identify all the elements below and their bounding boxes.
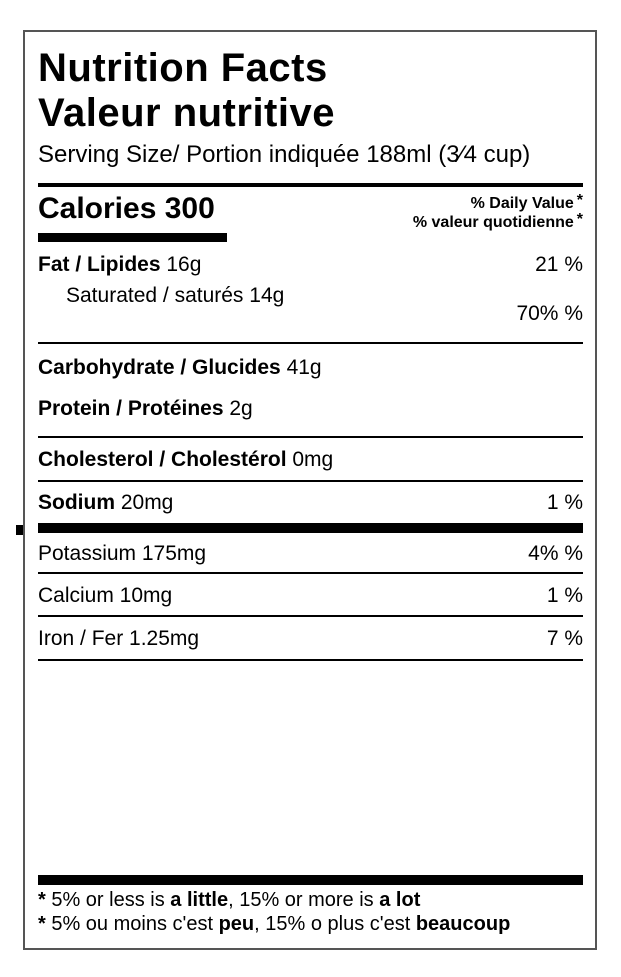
calories-value: Calories 300: [38, 192, 227, 242]
rule-below-protein: [38, 436, 583, 438]
nutrient-row-cholesterol: [38, 446, 583, 474]
daily-value-heading: [413, 192, 583, 232]
daily-value-heading-fr: % valeur quotidienne *: [412, 211, 583, 231]
rule-below-serving: [38, 183, 583, 187]
nutrient-name: Protein / Protéines 2g: [38, 397, 253, 420]
nutrient-name: Potassium 175mg: [38, 542, 207, 565]
nutrient-name: Iron / Fer 1.25mg: [38, 627, 200, 650]
rule-below-calcium: [38, 615, 583, 617]
nutrient-percent: 1 %: [546, 491, 583, 514]
daily-value-heading-en: % Daily Value *: [470, 192, 583, 212]
nutrient-row-saturated: [38, 282, 583, 328]
rule-below-potassium: [38, 572, 583, 574]
nutrient-row-fat: [38, 251, 583, 279]
nutrient-name: Saturated / saturés 14g: [66, 284, 285, 307]
footnote-english: * 5% or less is a little, 15% or more is a lot: [38, 889, 421, 911]
nutrient-row-sodium: [38, 489, 583, 517]
title-french: Valeur nutritive: [38, 91, 335, 135]
nutrient-row-potassium: [38, 540, 583, 568]
thick-bar-above-footnotes: [38, 875, 583, 885]
footnote-french: * 5% ou moins c'est peu, 15% o plus c'est beaucoup: [38, 913, 511, 935]
empty-space: [38, 661, 583, 875]
nutrient-name: Fat / Lipides 16g: [38, 253, 202, 276]
daily-value-asterisk-fr: *: [576, 211, 583, 228]
rule-below-cholesterol: [38, 480, 583, 482]
nutrient-row-calcium: [38, 582, 583, 610]
nutrient-percent: 1 %: [546, 584, 583, 607]
nutrient-row-protein: [38, 395, 583, 423]
nutrient-name: Carbohydrate / Glucides 41g: [38, 356, 322, 379]
nutrition-facts-table: [23, 30, 597, 950]
nutrient-name: Cholesterol / Cholestérol 0mg: [38, 448, 334, 471]
thick-bar-below-sodium: [38, 523, 583, 533]
serving-size-line: Serving Size/ Portion indiquée 188ml (3⁄4 cup): [38, 141, 531, 168]
nutrient-percent: 7 %: [546, 627, 583, 650]
nutrient-row-carbohydrate: [38, 354, 583, 382]
title-english: Nutrition Facts: [38, 46, 328, 90]
daily-value-asterisk-en: *: [576, 192, 583, 209]
nutrient-percent: 70% %: [516, 302, 583, 325]
nutrient-name: Calcium 10mg: [38, 584, 173, 607]
nutrient-percent: 21 %: [535, 253, 583, 276]
rule-below-fat: [38, 342, 583, 344]
nutrient-percent: 4% %: [528, 542, 583, 565]
nutrient-name: Sodium 20mg: [38, 491, 174, 514]
calories-header: [38, 192, 583, 242]
nutrient-row-iron: [38, 625, 583, 653]
